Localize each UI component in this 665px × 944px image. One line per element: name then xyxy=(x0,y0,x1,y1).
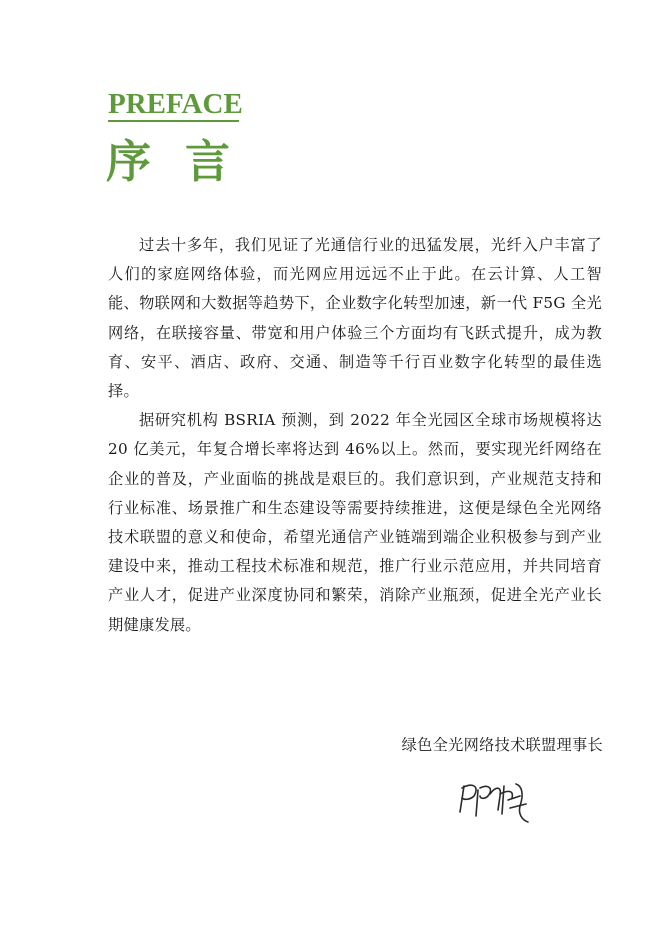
signoff-title: 绿色全光网络技术联盟理事长 xyxy=(401,736,603,754)
handwritten-signature xyxy=(450,772,550,832)
paragraph-1: 过去十多年，我们见证了光通信行业的迅猛发展，光纤入户丰富了人们的家庭网络体验，而光网应用远远不止于此。在云计算、人工智能、物联网和大数据等趋势下，企业数字化转型加速，新一代 F5G 全光网络，在联接容量、带宽和用户体验三个方面均有飞跃式提升，成为教育、安平、酒店、政府、交通、制造等千行百业数字化转型的最佳选择。 xyxy=(108,236,602,401)
preface-body xyxy=(108,231,602,640)
heading-underline xyxy=(108,120,239,122)
preface-heading-cn: 序言 xyxy=(106,135,265,188)
paragraph-2: 据研究机构 BSRIA 预测，到 2022 年全光园区全球市场规模将达 20 亿美元，年复合增长率将达到 46%以上。然而，要实现光纤网络在企业的普及，产业面临的挑战是艰巨的。我们意识到，产业规范支持和行业标准、场景推广和生态建设等需要持续推进，这便是绿色全光网络技术联盟的意义和使命，希望光通信产业链端到端企业积极参与到产业建设中来，推动工程技术标准和规范，推广行业示范应用，并共同培育产业人才，促进产业深度协同和繁荣，消除产业瓶颈，促进全光产业长期健康发展。 xyxy=(108,411,602,634)
preface-heading-en: PREFACE xyxy=(108,88,243,120)
